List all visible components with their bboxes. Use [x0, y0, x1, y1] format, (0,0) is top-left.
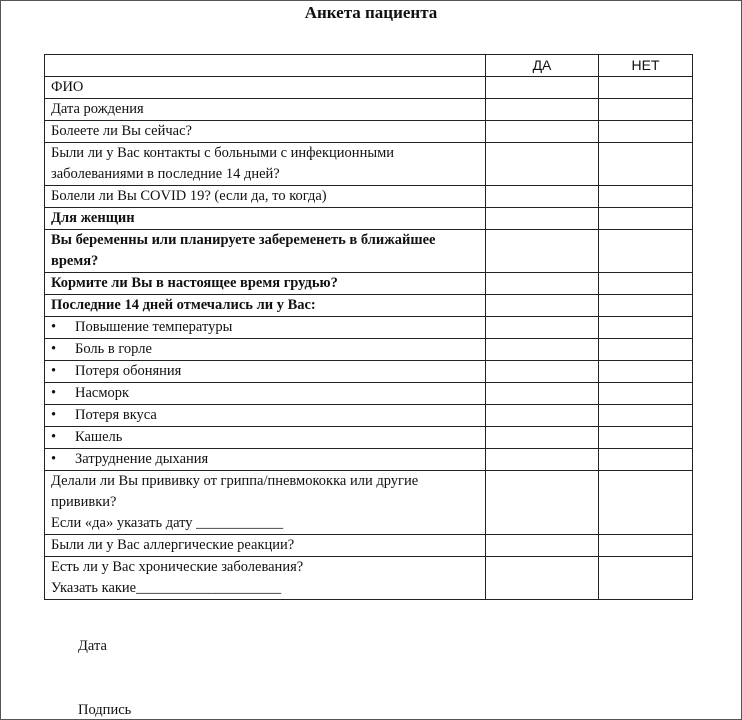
answer-yes-cell[interactable]: [486, 186, 599, 208]
question-line: [51, 492, 479, 513]
question-cell: [45, 471, 486, 535]
answer-yes-cell[interactable]: [486, 295, 599, 317]
header-yes: ДА: [486, 55, 599, 77]
question-text: Были ли у Вас контакты с больными с инфекционными: [51, 145, 395, 161]
answer-no-cell[interactable]: [599, 471, 693, 535]
question-cell: [45, 295, 486, 317]
answer-yes-cell[interactable]: [486, 383, 599, 405]
question-text: Потеря обоняния: [75, 363, 182, 379]
question-line: [51, 143, 479, 164]
answer-no-cell[interactable]: [599, 121, 693, 143]
table-row: [45, 383, 693, 405]
question-line: [51, 186, 479, 207]
question-line: [51, 164, 479, 185]
table-row: [45, 77, 693, 99]
answer-no-cell[interactable]: [599, 99, 693, 121]
question-line: [51, 383, 479, 404]
question-cell: [45, 361, 486, 383]
answer-no-cell[interactable]: [599, 77, 693, 99]
question-line: [51, 317, 479, 338]
table-row: [45, 339, 693, 361]
bullet-icon: •: [51, 385, 57, 401]
question-line: [51, 427, 479, 448]
answer-yes-cell[interactable]: [486, 449, 599, 471]
answer-yes-cell[interactable]: [486, 557, 599, 600]
question-line: [51, 513, 479, 534]
answer-yes-cell[interactable]: [486, 427, 599, 449]
question-text: Болеете ли Вы сейчас?: [51, 123, 192, 139]
question-line: [51, 230, 479, 251]
answer-yes-cell[interactable]: [486, 143, 599, 186]
question-line: [51, 535, 479, 556]
answer-yes-cell[interactable]: [486, 339, 599, 361]
answer-yes-cell[interactable]: [486, 230, 599, 273]
question-cell: [45, 208, 486, 230]
question-cell: [45, 405, 486, 427]
question-line: [51, 449, 479, 470]
answer-no-cell[interactable]: [599, 535, 693, 557]
answer-yes-cell[interactable]: [486, 121, 599, 143]
question-cell: [45, 99, 486, 121]
question-text: прививки?: [51, 494, 117, 510]
bullet-icon: •: [51, 341, 57, 357]
question-cell: [45, 383, 486, 405]
question-cell: [45, 273, 486, 295]
question-line: [51, 471, 479, 492]
question-text: Последние 14 дней отмечались ли у Вас:: [51, 297, 316, 313]
signature-label: Подпись: [78, 702, 132, 718]
answer-no-cell[interactable]: [599, 557, 693, 600]
question-line: [51, 339, 479, 360]
bullet-icon: •: [51, 451, 57, 467]
table-row: [45, 449, 693, 471]
answer-yes-cell[interactable]: [486, 99, 599, 121]
question-text: заболеваниями в последние 14 дней?: [51, 166, 280, 182]
table-row: [45, 273, 693, 295]
answer-no-cell[interactable]: [599, 186, 693, 208]
question-cell: [45, 230, 486, 273]
question-cell: [45, 77, 486, 99]
table-row: [45, 230, 693, 273]
answer-no-cell[interactable]: [599, 230, 693, 273]
question-line: [51, 251, 479, 272]
table-row: [45, 427, 693, 449]
question-text: Кормите ли Вы в настоящее время грудью?: [51, 275, 338, 291]
answer-yes-cell[interactable]: [486, 535, 599, 557]
question-cell: [45, 186, 486, 208]
question-cell: [45, 557, 486, 600]
form-title: Анкета пациента: [304, 3, 438, 22]
question-text: Повышение температуры: [75, 319, 233, 335]
questionnaire-table: [44, 54, 693, 600]
question-line: [51, 295, 479, 316]
question-text: Делали ли Вы прививку от гриппа/пневмококка или другие: [51, 473, 419, 489]
question-cell: [45, 449, 486, 471]
bullet-icon: •: [51, 319, 57, 335]
question-text: Кашель: [75, 429, 123, 445]
answer-no-cell[interactable]: [599, 449, 693, 471]
table-header-row: [45, 55, 693, 77]
table-row: [45, 535, 693, 557]
question-line: [51, 405, 479, 426]
answer-no-cell[interactable]: [599, 143, 693, 186]
question-text: Для женщин: [51, 210, 135, 226]
question-text: Болели ли Вы COVID 19? (если да, то когда): [51, 188, 327, 204]
answer-no-cell[interactable]: [599, 361, 693, 383]
question-line: [51, 361, 479, 382]
question-text: Если «да» указать дату ____________: [51, 515, 284, 531]
answer-yes-cell[interactable]: [486, 405, 599, 427]
answer-yes-cell[interactable]: [486, 317, 599, 339]
question-text: Боль в горле: [75, 341, 152, 357]
question-text: Вы беременны или планируете забеременеть в ближайшее: [51, 232, 436, 248]
table-row: [45, 471, 693, 535]
question-text: Потеря вкуса: [75, 407, 157, 423]
table-row: [45, 143, 693, 186]
question-text: Были ли у Вас аллергические реакции?: [51, 537, 295, 553]
header-question: [45, 55, 486, 77]
question-text: время?: [51, 253, 99, 269]
table-row: [45, 405, 693, 427]
date-label: Дата: [78, 638, 107, 654]
question-cell: [45, 339, 486, 361]
answer-no-cell[interactable]: [599, 295, 693, 317]
question-text: Затруднение дыхания: [75, 451, 209, 467]
answer-yes-cell[interactable]: [486, 77, 599, 99]
answer-no-cell[interactable]: [599, 339, 693, 361]
question-text: Насморк: [75, 385, 130, 401]
question-line: [51, 121, 479, 142]
question-text: Дата рождения: [51, 101, 144, 117]
table-row: [45, 317, 693, 339]
table-row: [45, 295, 693, 317]
question-cell: [45, 427, 486, 449]
question-line: [51, 77, 479, 98]
table-row: [45, 361, 693, 383]
answer-no-cell[interactable]: [599, 273, 693, 295]
bullet-icon: •: [51, 407, 57, 423]
answer-no-cell[interactable]: [599, 405, 693, 427]
header-no: НЕТ: [599, 55, 693, 77]
question-line: [51, 557, 479, 578]
question-text: ФИО: [51, 79, 84, 95]
question-cell: [45, 535, 486, 557]
question-line: [51, 99, 479, 120]
answer-yes-cell[interactable]: [486, 471, 599, 535]
table-row: [45, 186, 693, 208]
question-cell: [45, 143, 486, 186]
question-cell: [45, 121, 486, 143]
answer-no-cell[interactable]: [599, 317, 693, 339]
answer-yes-cell[interactable]: [486, 361, 599, 383]
bullet-icon: •: [51, 363, 57, 379]
table-row: [45, 99, 693, 121]
question-line: [51, 578, 479, 599]
answer-no-cell[interactable]: [599, 383, 693, 405]
question-text: Указать какие____________________: [51, 580, 282, 596]
answer-yes-cell[interactable]: [486, 273, 599, 295]
question-line: [51, 273, 479, 294]
question-line: [51, 208, 479, 229]
bullet-icon: •: [51, 429, 57, 445]
question-text: Есть ли у Вас хронические заболевания?: [51, 559, 304, 575]
table-row: [45, 557, 693, 600]
table-row: [45, 208, 693, 230]
answer-no-cell[interactable]: [599, 208, 693, 230]
question-cell: [45, 317, 486, 339]
table-row: [45, 121, 693, 143]
answer-no-cell[interactable]: [599, 427, 693, 449]
answer-yes-cell[interactable]: [486, 208, 599, 230]
